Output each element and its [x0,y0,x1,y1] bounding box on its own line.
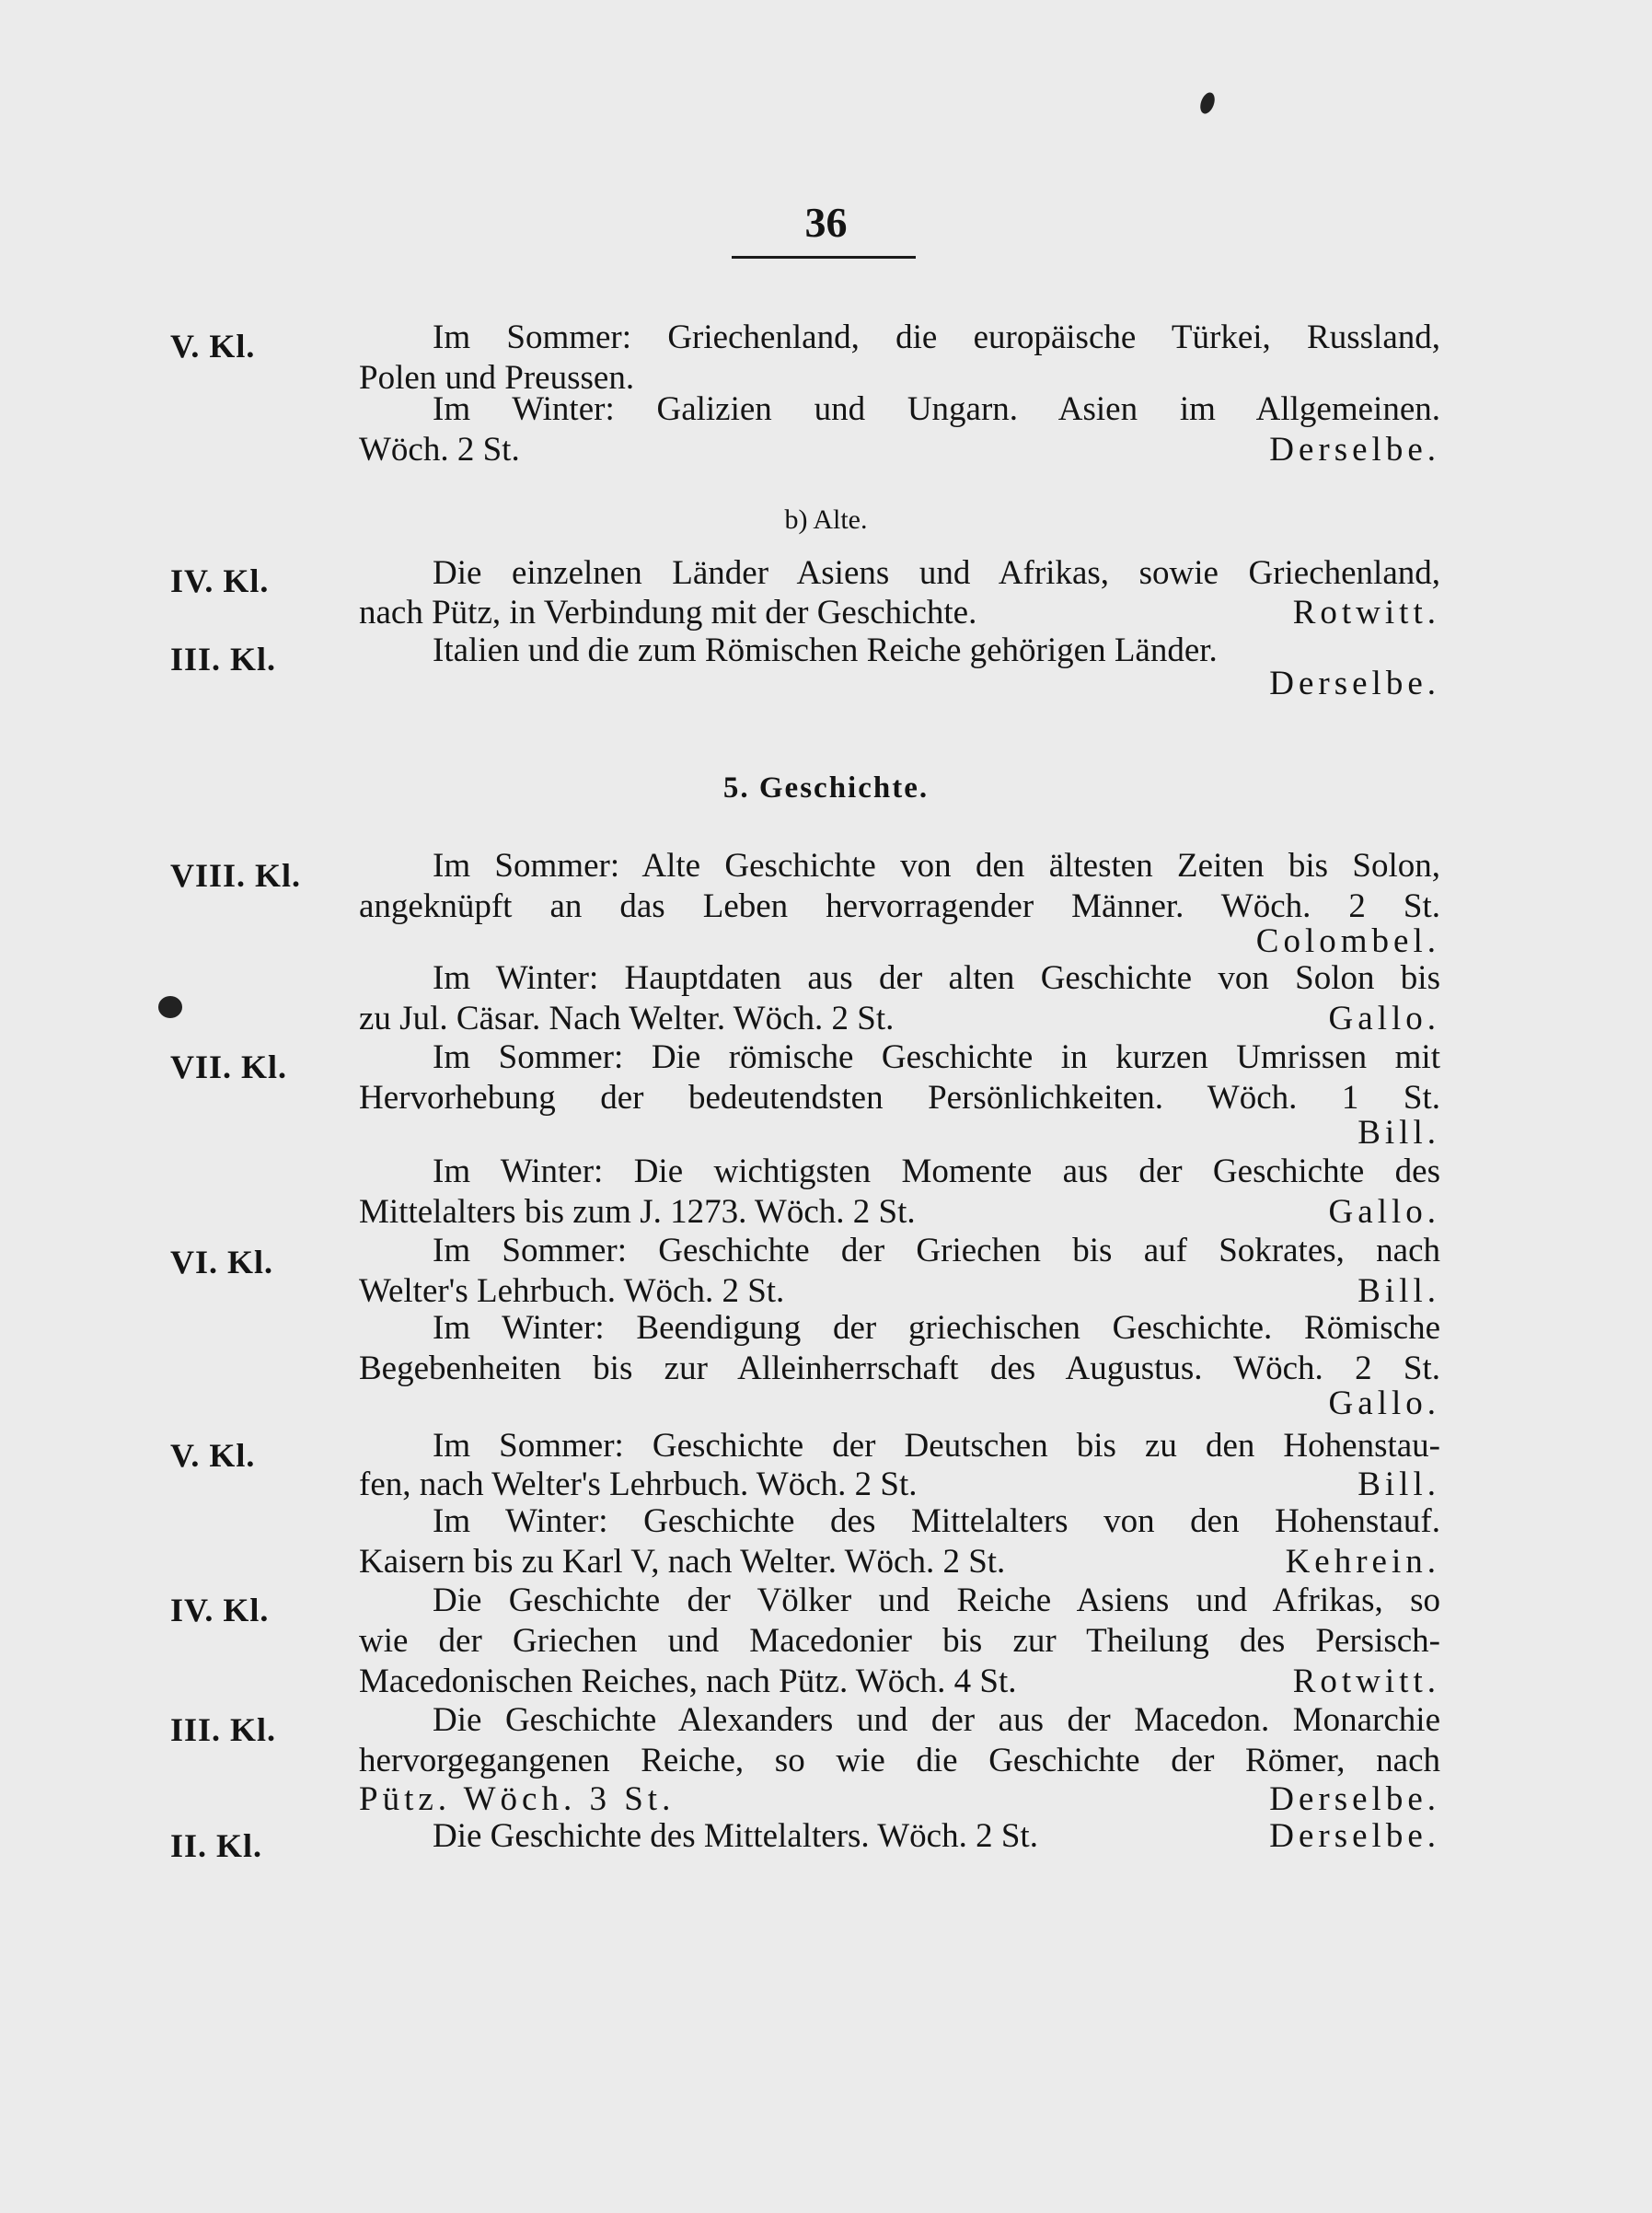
teacher-name: Kehrein. [1285,1543,1440,1581]
text-line: Im Sommer: Alte Geschichte von den ältesten Zeiten bis Solon, [433,847,1440,885]
text-line: Hervorhebung der bedeutendsten Persönlichkeiten. Wöch. 1 St. [359,1079,1440,1117]
text-line: Im Winter: Geschichte des Mittelalters von den Hohenstauf. [433,1502,1440,1540]
text-line: Polen und Preussen. [359,359,635,397]
line-text: Pütz. Wöch. 3 St. [359,1780,676,1818]
line-text: nach Pütz, in Verbindung mit der Geschichte. [359,594,977,631]
class-label-iii: III. Kl. [170,641,277,678]
text-line: Im Winter: Die wichtigsten Momente aus der Geschichte des [433,1153,1440,1190]
ink-spot [158,996,182,1018]
class-label-iii: III. Kl. [170,1711,277,1748]
page-number: 36 [804,199,848,246]
class-label-v: V. Kl. [170,328,256,365]
text-line: wie der Griechen und Macedonier bis zur Theilung des Persisch- [359,1622,1440,1660]
teacher-name: Gallo. [1328,1385,1440,1422]
text-line: hervorgegangenen Reiche, so wie die Geschichte der Römer, nach [359,1742,1440,1779]
teacher-name: Rotwitt. [1292,594,1440,631]
subheading: b) Alte. [784,504,868,535]
teacher-name: Rotwitt. [1292,1663,1440,1700]
ink-spot [1197,90,1217,115]
text-line: Im Sommer: Geschichte der Griechen bis auf Sokrates, nach [433,1232,1440,1269]
text-line: Die einzelnen Länder Asiens und Afrikas, sowie Griechenland, [433,554,1440,592]
teacher-name: Colombel. [1255,922,1440,960]
teacher-name: Bill. [1357,1466,1440,1503]
text-line [359,1661,1440,1703]
text-line: angeknüpft an das Leben hervorragender Männer. Wöch. 2 St. [359,887,1440,925]
line-text: fen, nach Welter's Lehrbuch. Wöch. 2 St. [359,1466,918,1503]
line-text: Mittelalters bis zum J. 1273. Wöch. 2 St. [359,1193,916,1231]
page-number-rule [732,256,916,259]
class-label-v: V. Kl. [170,1437,256,1474]
text-line: Begebenheiten bis zur Alleinherrschaft des Augustus. Wöch. 2 St. [359,1350,1440,1387]
text-line [359,998,1440,1040]
class-label-vi: VI. Kl. [170,1244,274,1280]
teacher-name: Derselbe. [1269,665,1440,702]
teacher-name: Bill. [1357,1114,1440,1152]
line-text: Wöch. 2 St. [359,431,520,469]
class-label-iv: IV. Kl. [170,1592,270,1628]
text-line: Im Winter: Beendigung der griechischen Geschichte. Römische [433,1309,1440,1347]
class-label-ii: II. Kl. [170,1827,263,1864]
text-line [359,592,1440,634]
teacher-name: Derselbe. [1269,1817,1440,1855]
line-text: Die Geschichte des Mittelalters. Wöch. 2 St. [433,1817,1038,1855]
text-line: Im Winter: Hauptdaten aus der alten Geschichte von Solon bis [433,959,1440,997]
teacher-name: Derselbe. [1269,431,1440,469]
line-text: Kaisern bis zu Karl V, nach Welter. Wöch. 2 St. [359,1543,1006,1581]
teacher-name: Gallo. [1328,1000,1440,1037]
text-line: Italien und die zum Römischen Reiche gehörigen Länder. [433,631,1218,669]
text-line [359,1191,1440,1234]
text-line [359,1541,1440,1583]
text-line: Die Geschichte der Völker und Reiche Asiens und Afrikas, so [433,1582,1440,1619]
teacher-name: Bill. [1357,1272,1440,1310]
class-label-vii: VII. Kl. [170,1049,288,1085]
text-line: Im Sommer: Geschichte der Deutschen bis zu den Hohenstau- [433,1427,1440,1465]
teacher-name: Gallo. [1328,1193,1440,1231]
line-text: zu Jul. Cäsar. Nach Welter. Wöch. 2 St. [359,1000,895,1037]
text-line: Im Winter: Galizien und Ungarn. Asien im Allgemeinen. [433,390,1440,428]
class-label-viii: VIII. Kl. [170,857,302,894]
text-line: Im Sommer: Die römische Geschichte in kurzen Umrissen mit [433,1038,1440,1076]
text-line [359,1815,1440,1858]
text-line: Im Sommer: Griechenland, die europäische Türkei, Russland, [433,319,1440,356]
class-label-iv: IV. Kl. [170,562,270,599]
teacher-name: Derselbe. [1269,1780,1440,1818]
text-line: Die Geschichte Alexanders und der aus der Macedon. Monarchie [433,1701,1440,1739]
text-line [359,429,1440,471]
line-text: Macedonischen Reiches, nach Pütz. Wöch. 4 St. [359,1663,1017,1700]
line-text: Welter's Lehrbuch. Wöch. 2 St. [359,1272,785,1310]
section-heading: 5. Geschichte. [722,771,930,805]
